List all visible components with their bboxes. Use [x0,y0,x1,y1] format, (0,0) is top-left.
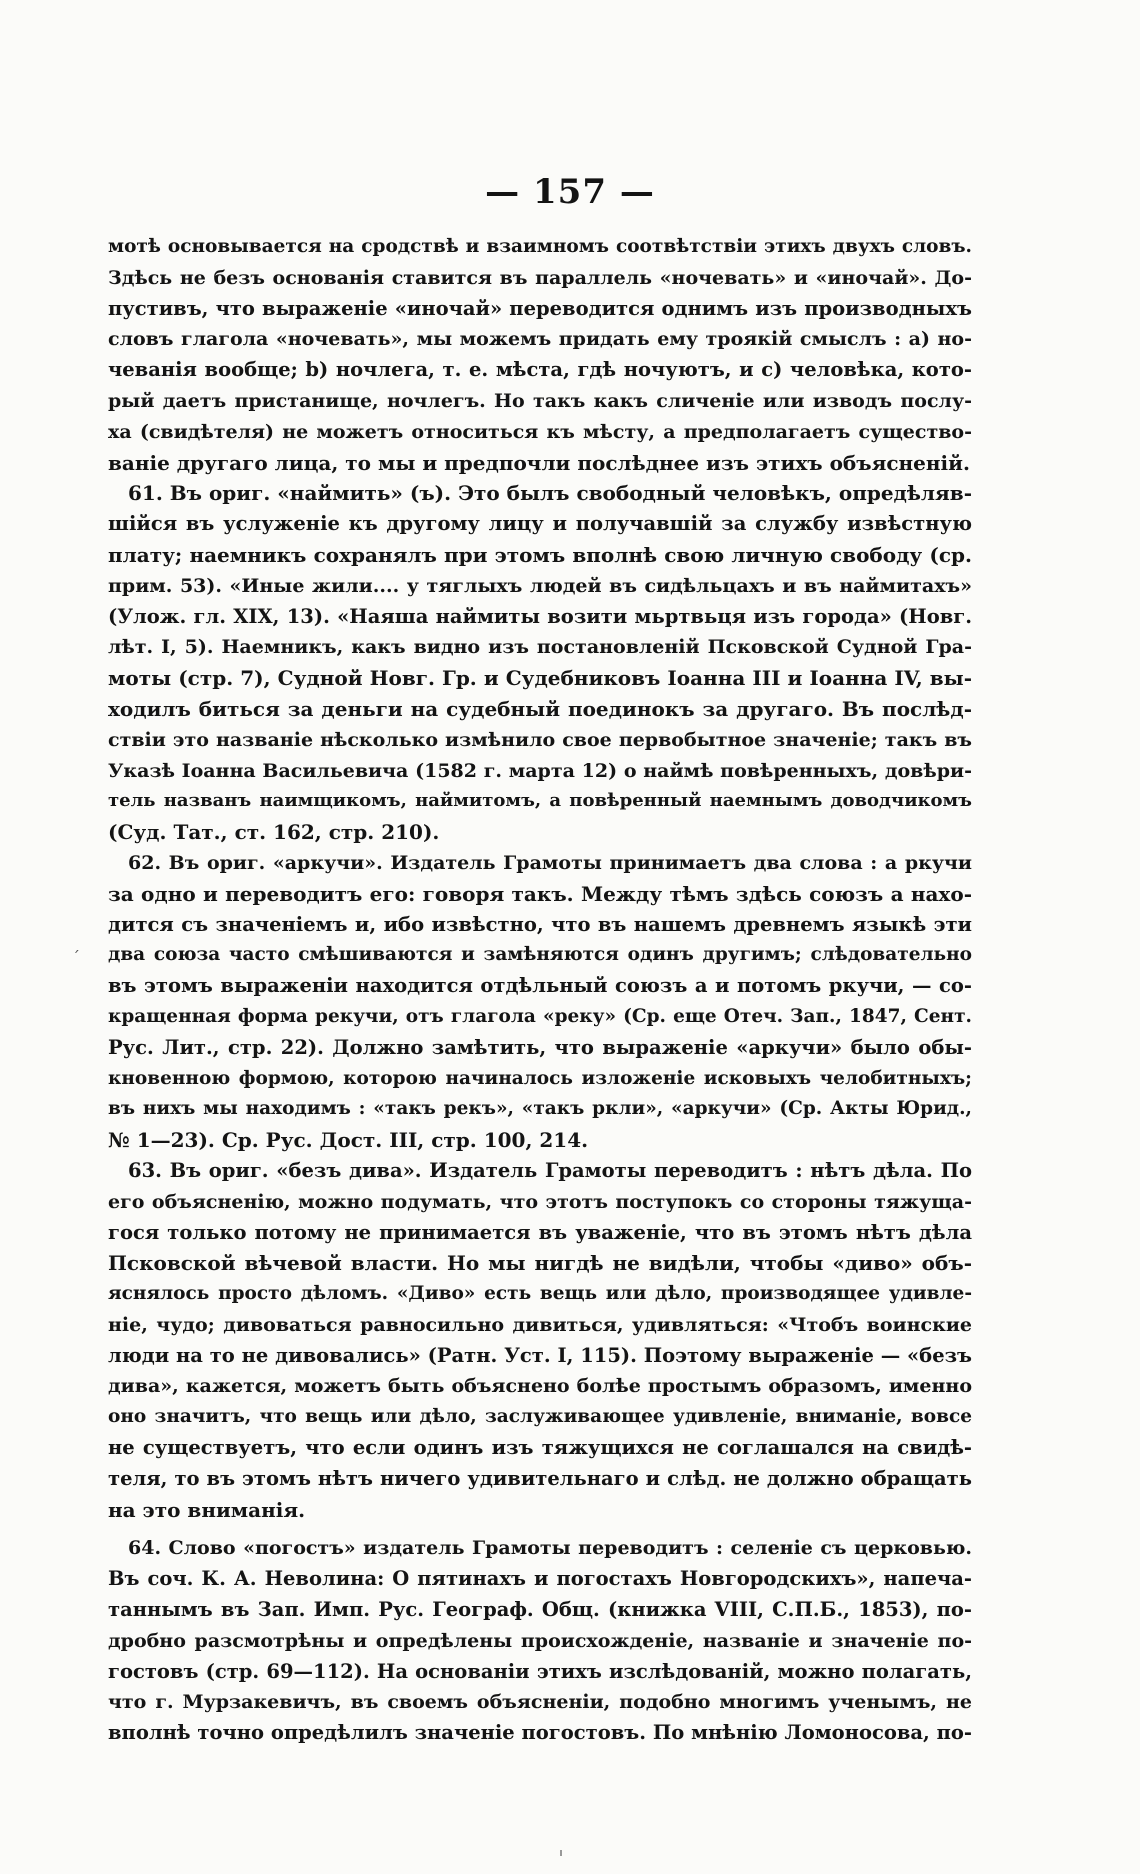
text-line: плату; наемникъ сохранялъ при этомъ вполнѣ свою личную свободу (ср. [108,542,972,567]
text-line: яснялось просто дѣломъ. «Диво» есть вещь или дѣло, производящее удивле- [108,1283,972,1305]
body-text [108,232,972,1749]
text-line: въ нихъ мы находимъ : «такъ рекъ», «такъ ркли», «аркучи» (Ср. Акты Юрид., [108,1098,972,1120]
text-line: 63. Въ ориг. «безъ дива». Издатель Грамоты переводитъ : нѣтъ дѣла. По [128,1158,972,1182]
text-line: Псковской вѣчевой власти. Но мы нигдѣ не видѣли, чтобы «диво» объ- [108,1251,972,1276]
text-line: кновенною формою, которою начиналось изложеніе исковыхъ челобитныхъ; [108,1067,972,1089]
text-line: Рус. Лит., стр. 22). Должно замѣтить, что выраженіе «аркучи» было обы- [108,1035,972,1059]
text-line: № 1—23). Ср. Рус. Дост. III, стр. 100, 214. [108,1128,589,1153]
text-line: что г. Мурзакевичъ, въ своемъ объясненіи, подобно многимъ ученымъ, не [108,1691,972,1714]
text-line: лѣт. I, 5). Наемникъ, какъ видно изъ постановленій Псковской Судной Гра- [108,636,972,659]
text-line: Въ соч. К. А. Неволина: О пятинахъ и погостахъ Новгородскихъ», напеча- [108,1567,972,1591]
text-line: 62. Въ ориг. «аркучи». Издатель Грамоты принимаетъ два слова : а ркучи [128,851,972,874]
text-line: дива», кажется, можетъ быть объяснено болѣе простымъ образомъ, именно [108,1375,972,1398]
text-line: два союза часто смѣшиваются и замѣняются одинъ другимъ; слѣдовательно [108,944,972,966]
text-line: его объясненію, можно подумать, что этотъ поступокъ со стороны тяжуща- [108,1190,972,1213]
text-line: Здѣсь не безъ основанія ставится въ параллель «ночевать» и «иночай». До- [108,266,972,289]
text-line: на это вниманія. [108,1497,306,1522]
text-line: гося только потому не принимается въ уваженіе, что въ этомъ нѣтъ дѣла [108,1220,972,1244]
text-line: 61. Въ ориг. «наймить» (ъ). Это былъ свободный человѣкъ, опредѣляв- [128,481,972,506]
text-line: словъ глагола «ночевать», мы можемъ придать ему троякій смыслъ : a) но- [108,328,972,351]
text-line: прим. 53). «Иные жили.... у тяглыхъ людей въ сидѣльцахъ и въ наймитахъ» [108,574,972,597]
text-line: моты (стр. 7), Судной Новг. Гр. и Судебниковъ Іоанна III и Іоанна IV, вы- [108,666,972,691]
text-line: дится съ значеніемъ и, ибо извѣстно, что въ нашемъ древнемъ языкѣ эти [108,912,972,936]
text-line: въ этомъ выраженіи находится отдѣльный союзъ а и потомъ ркучи, — со- [108,974,972,998]
text-line: люди на то не дивовались» (Ратн. Уст. I, 115). Поэтому выраженіе — «безъ [108,1343,972,1367]
text-line: шійся въ услуженіе къ другому лицу и получавшій за службу извѣстную [108,512,972,536]
text-line: пустивъ, что выраженіе «иночай» переводится однимъ изъ производныхъ [108,296,972,320]
text-line: (Улож. гл. XIX, 13). «Наяша наймиты возити мьртвьця изъ города» (Новг. [108,604,972,628]
text-line: таннымъ въ Зап. Имп. Рус. Географ. Общ. (книжка VIII, С.П.Б., 1853), по- [108,1598,972,1622]
text-line: ходилъ биться за деньги на судебный поединокъ за другаго. Въ послѣд- [108,696,972,721]
text-line: за одно и переводитъ его: говоря такъ. Между тѣмъ здѣсь союзъ а нахо- [108,881,972,906]
text-line: рый даетъ пристанище, ночлегъ. Но такъ какъ сличеніе или изводъ послу- [108,389,972,412]
text-line: Указѣ Іоанна Васильевича (1582 г. марта 12) о наймѣ повѣренныхъ, довѣри- [108,759,972,782]
text-line: мотѣ основывается на сродствѣ и взаимномъ соотвѣтствіи этихъ двухъ словъ. [108,236,972,257]
text-line: ніе, чудо; дивоваться равносильно дивиться, удивляться: «Чтобъ воинские [108,1313,972,1336]
text-line: ваніе другаго лица, то мы и предпочли послѣднее изъ этихъ объясненій. [108,450,970,475]
text-line: дробно разсмотрѣны и опредѣлены происхожденіе, названіе и значеніе по- [108,1629,972,1652]
text-line: теля, то въ этомъ нѣтъ ничего удивительнаго и слѣд. не должно обращать [108,1466,972,1490]
print-speck [560,1850,562,1856]
text-line: оно значитъ, что вещь или дѣло, заслуживающее удивленіе, вниманіе, вовсе [108,1406,972,1428]
text-line: вполнѣ точно опредѣлилъ значеніе погостовъ. По мнѣнію Ломоносова, по- [108,1721,972,1745]
text-line: тель названъ наимщикомъ, наймитомъ, а повѣренный наемнымъ доводчикомъ [108,790,972,812]
text-line: гостовъ (стр. 69—112). На основаніи этихъ изслѣдованій, можно полагать, [108,1659,972,1683]
page-number: — 157 — [485,172,655,212]
text-line: (Суд. Тат., ст. 162, стр. 210). [108,820,440,845]
text-line: ствіи это названіе нѣсколько измѣнило свое первобытное значеніе; такъ въ [108,728,972,751]
margin-mark: ˊ [72,948,80,967]
text-line: не существуетъ, что если одинъ изъ тяжущихся не соглашался на свидѣ- [108,1436,972,1460]
text-line: ха (свидѣтеля) не можетъ относиться къ мѣсту, а предполагаетъ существо- [108,420,972,443]
text-line: кращенная форма рекучи, отъ глагола «реку» (Ср. еще Отеч. Зап., 1847, Сент. [108,1005,972,1027]
text-line: чеванія вообще; b) ночлега, т. е. мѣста, гдѣ ночуютъ, и с) человѣка, кото- [108,358,972,382]
text-line: 64. Слово «погостъ» издатель Грамоты переводитъ : селеніе съ церковью. [128,1537,972,1560]
